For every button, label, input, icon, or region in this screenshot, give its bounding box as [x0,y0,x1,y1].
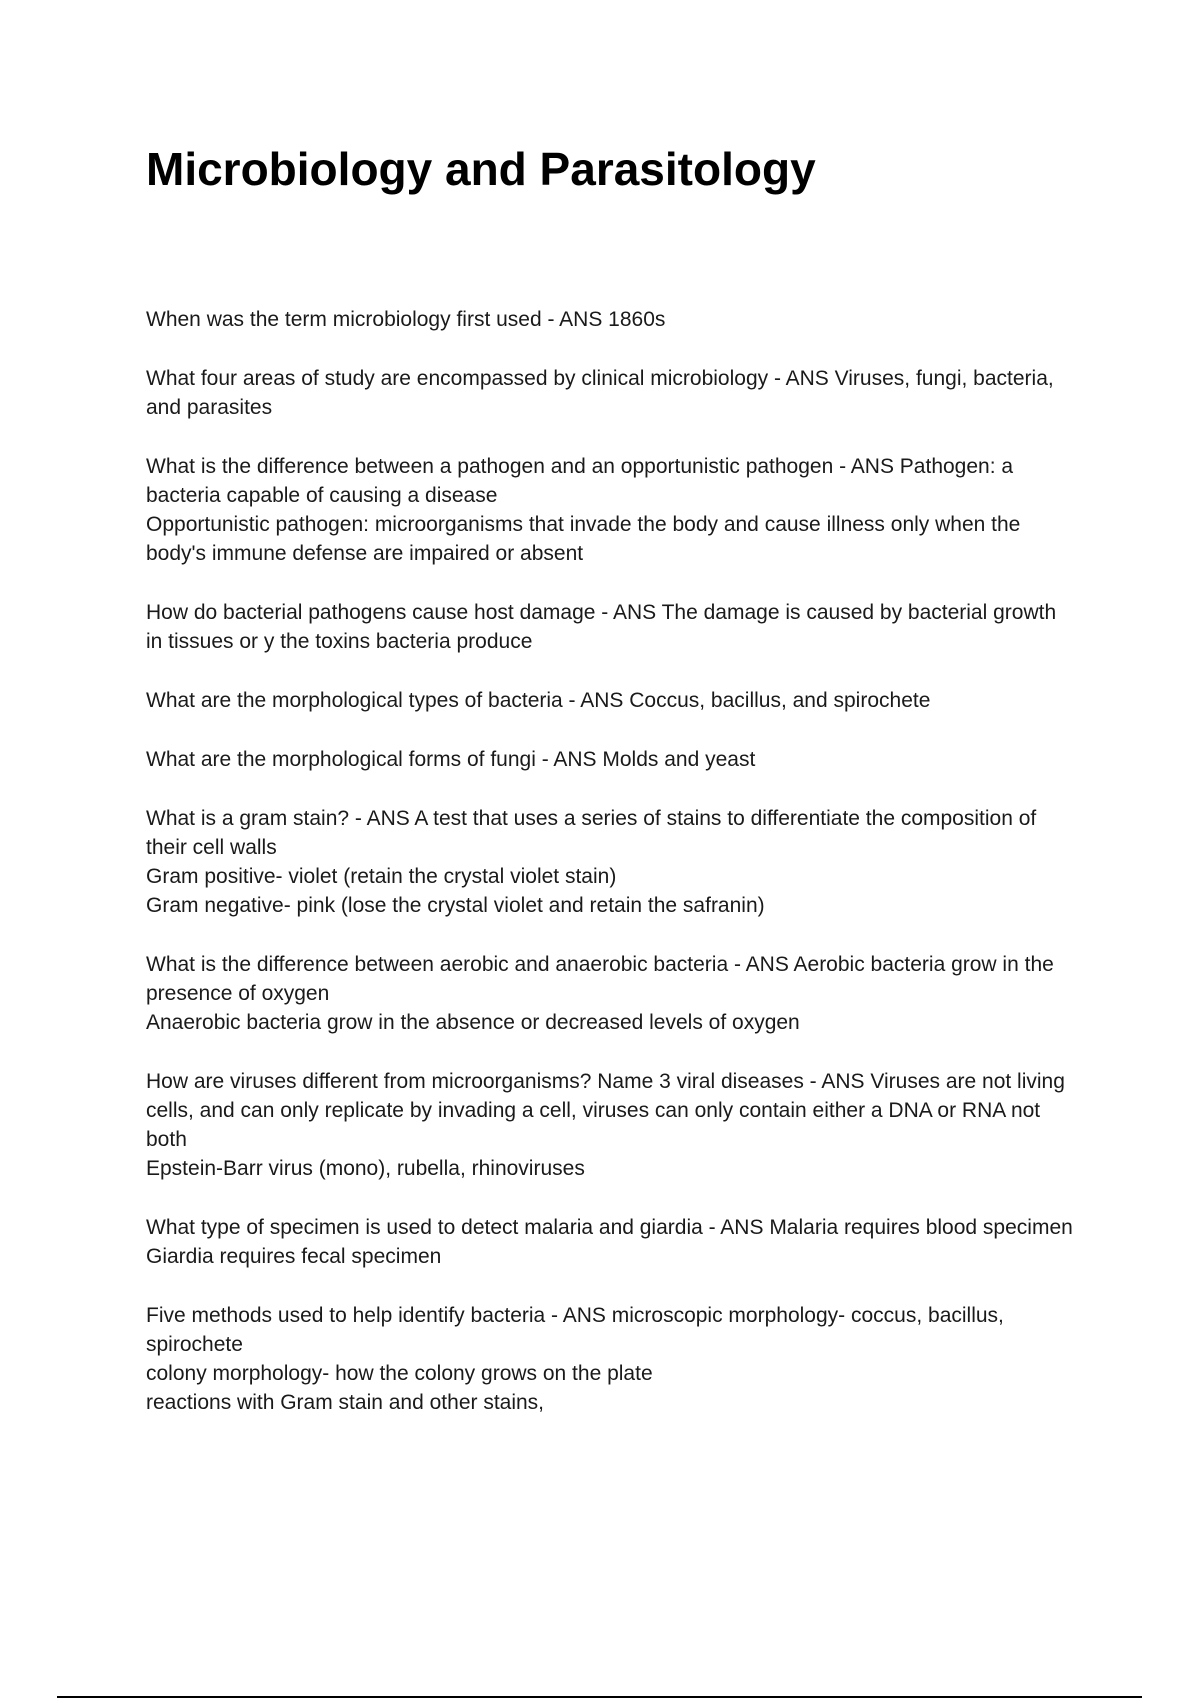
page-bottom-rule [57,1696,1142,1698]
qa-entry [146,1301,1076,1417]
qa-question-answer: What is the difference between a pathogen and an opportunistic pathogen - ANS Pathogen: a bacteria capable of causing a disease [146,455,1014,507]
qa-entry [146,686,1076,715]
document-title: Microbiology and Parasitology [146,143,816,195]
qa-list [146,305,1076,1447]
qa-entry [146,305,1076,334]
qa-entry [146,804,1076,920]
qa-entry [146,598,1076,656]
qa-question-answer: What is a gram stain? - ANS A test that uses a series of stains to differentiate the composition of their cell walls [146,807,1037,859]
qa-entry [146,745,1076,774]
qa-question-answer: Five methods used to help identify bacteria - ANS microscopic morphology- coccus, bacillus, spirochete [146,1304,1004,1356]
qa-question-answer: What type of specimen is used to detect malaria and giardia - ANS Malaria requires blood specimen [146,1216,1073,1239]
qa-answer-continuation: Giardia requires fecal specimen [146,1245,442,1268]
qa-answer-continuation: Anaerobic bacteria grow in the absence or decreased levels of oxygen [146,1011,800,1034]
qa-entry [146,950,1076,1037]
qa-question-answer: What is the difference between aerobic and anaerobic bacteria - ANS Aerobic bacteria grow in the presence of oxygen [146,953,1054,1005]
qa-answer-continuation: colony morphology- how the colony grows on the plate [146,1362,653,1385]
qa-question-answer: How are viruses different from microorganisms? Name 3 viral diseases - ANS Viruses are not living cells, and can only replicate by invading a cell, viruses can only contain either a DNA or RNA not both [146,1070,1065,1151]
qa-question-answer: What are the morphological types of bacteria - ANS Coccus, bacillus, and spirochete [146,689,931,712]
qa-answer-continuation: reactions with Gram stain and other stains, [146,1391,545,1414]
qa-question-answer: How do bacterial pathogens cause host damage - ANS The damage is caused by bacterial growth in tissues or y the toxins bacteria produce [146,601,1057,653]
qa-entry [146,1067,1076,1183]
qa-entry [146,452,1076,568]
qa-question-answer: What are the morphological forms of fungi - ANS Molds and yeast [146,748,756,771]
qa-entry [146,364,1076,422]
qa-entry [146,1213,1076,1271]
qa-question-answer: When was the term microbiology first used - ANS 1860s [146,308,666,331]
qa-answer-continuation: Gram negative- pink (lose the crystal violet and retain the safranin) [146,894,765,917]
qa-answer-continuation: Gram positive- violet (retain the crystal violet stain) [146,865,617,888]
qa-answer-continuation: Epstein-Barr virus (mono), rubella, rhinoviruses [146,1157,585,1180]
qa-question-answer: What four areas of study are encompassed by clinical microbiology - ANS Viruses, fungi, bacteria, and parasites [146,367,1054,419]
qa-answer-continuation: Opportunistic pathogen: microorganisms that invade the body and cause illness only when the body's immune defense are impaired or absent [146,513,1021,565]
